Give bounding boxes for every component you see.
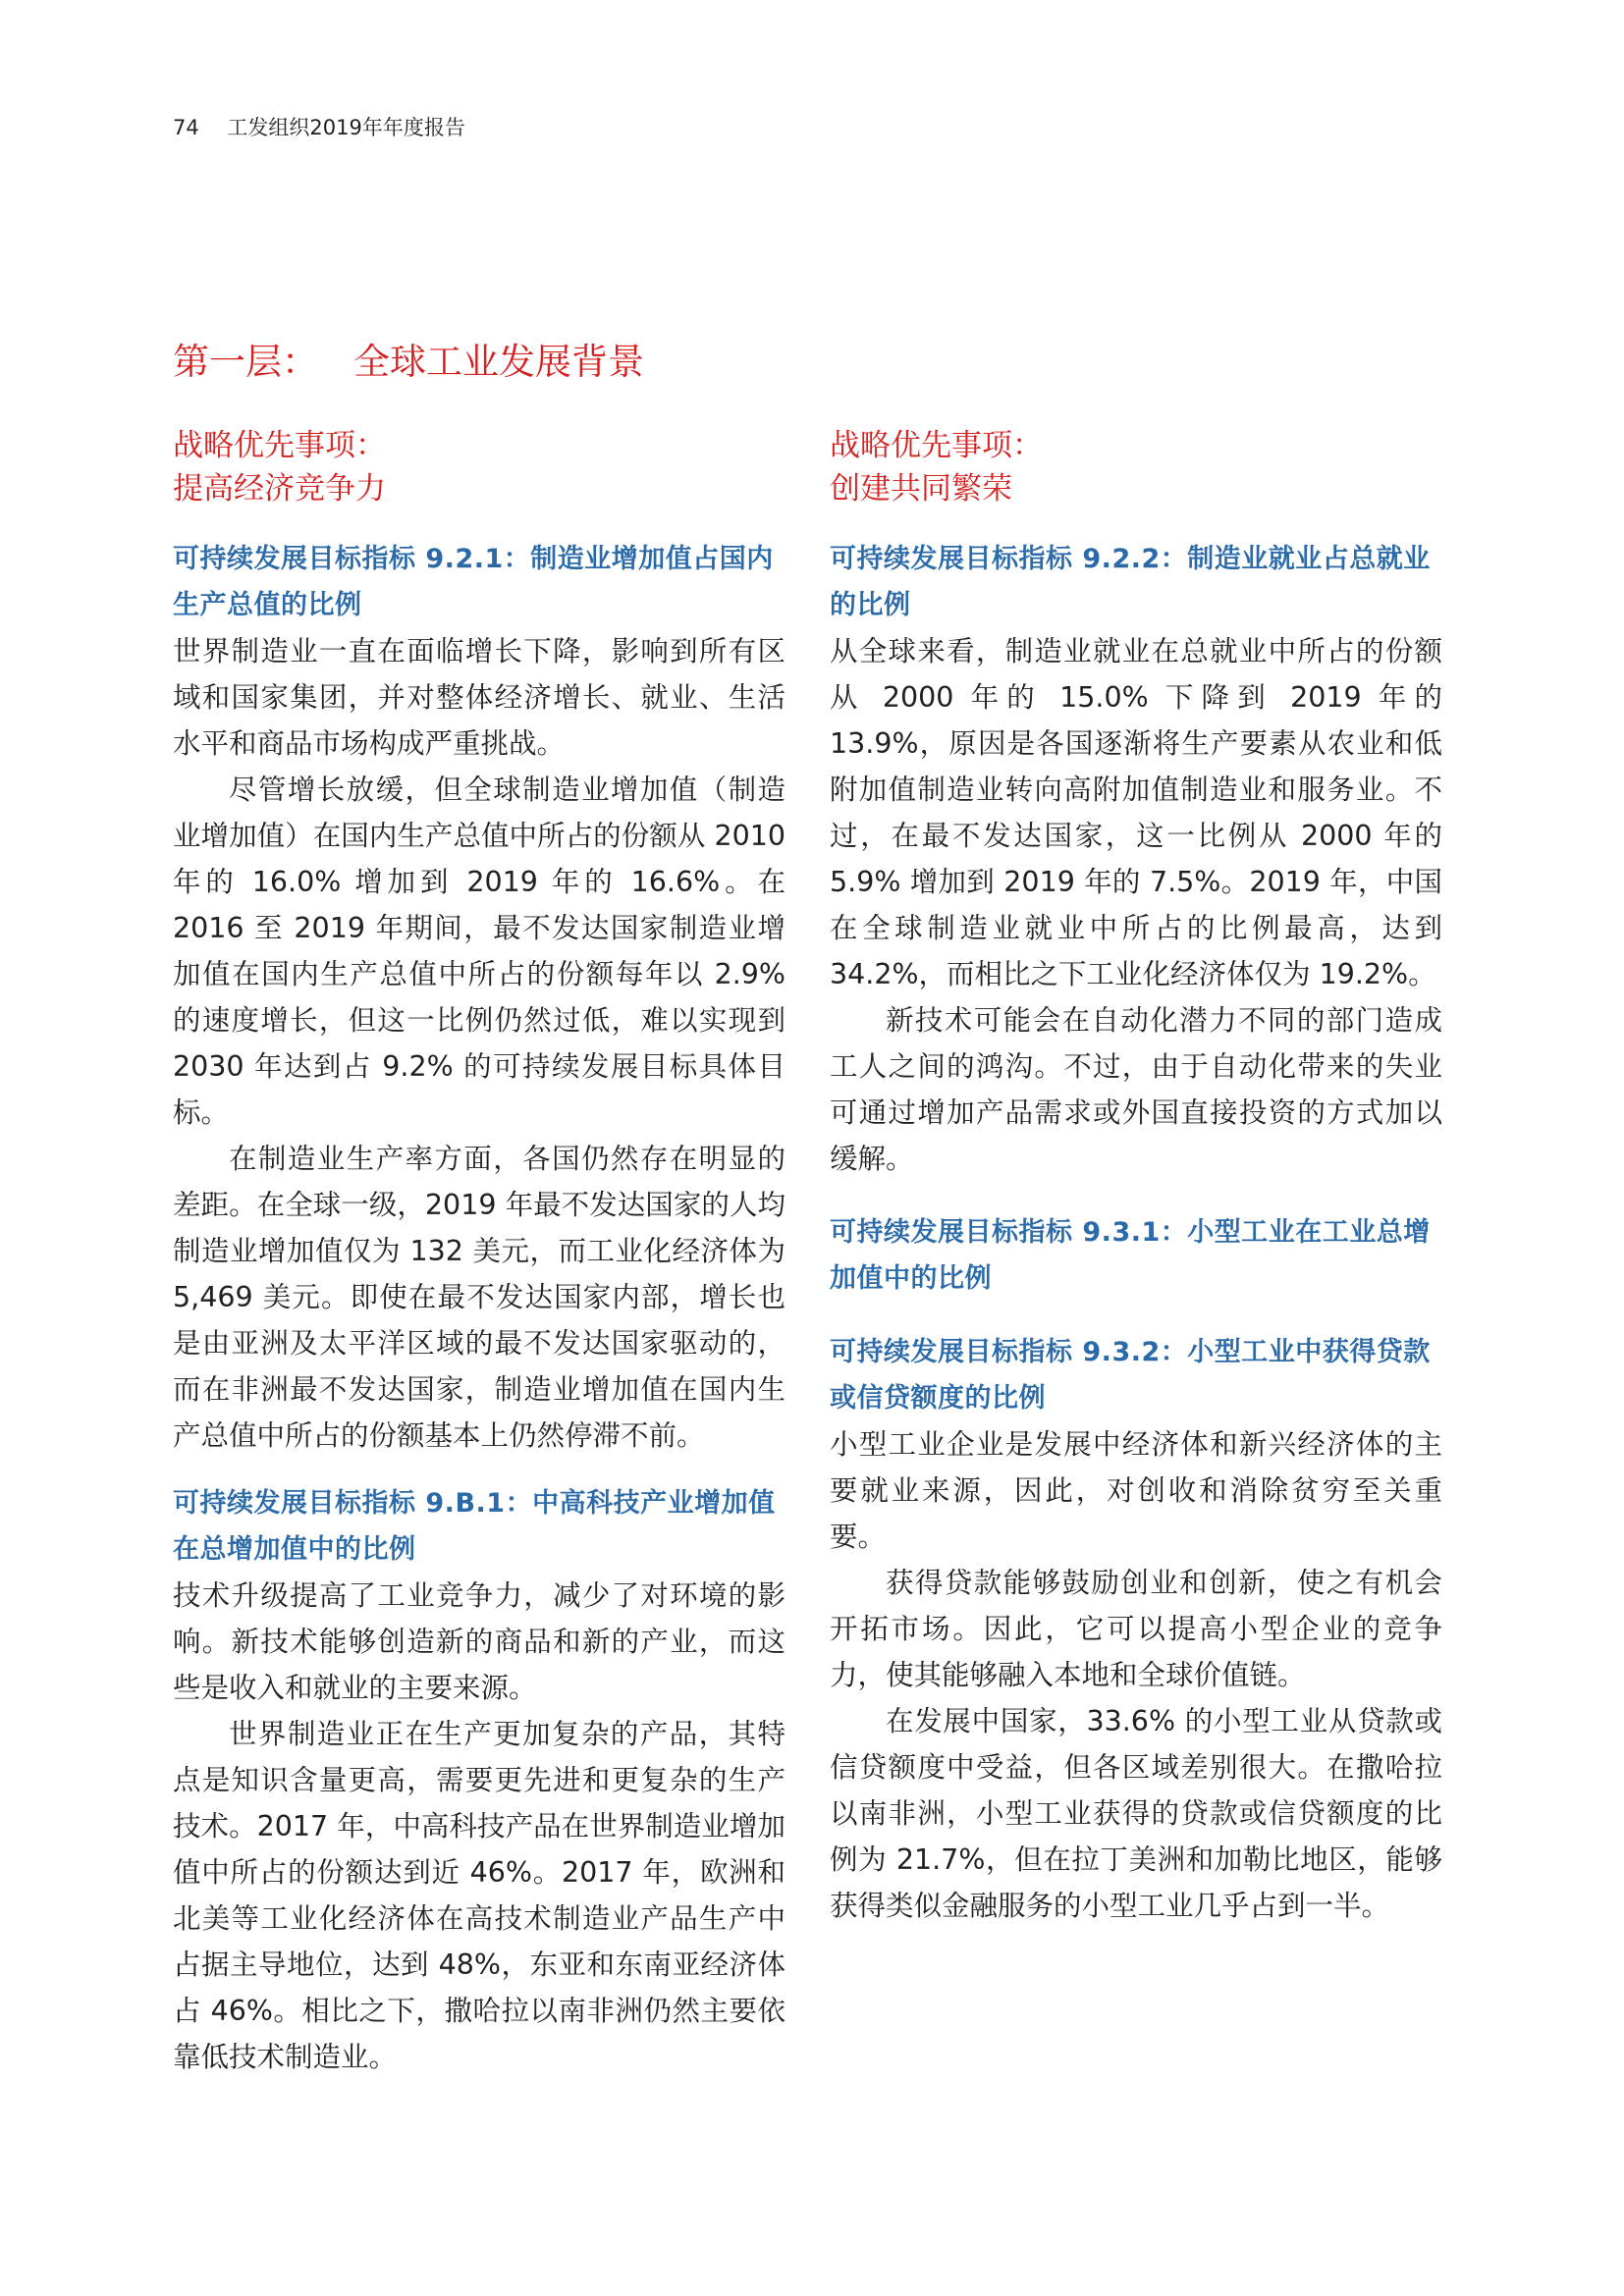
indicator-9-3-2-heading: 可持续发展目标指标 9.3.2：小型工业中获得贷款或信贷额度的比例 <box>830 1337 1431 1414</box>
right-priority-label: 战略优先事项： <box>830 428 1043 463</box>
left-paragraph-2: 尽管增长放缓，但全球制造业增加值（制造业增加值）在国内生产总值中所占的份额从 2010 年的 16.0% 增加到 2019 年的 16.6%。在 2016 至 2019 年期间，最不发达国家制造业增加值在国内生产总值中所占的份额每年以 2.9% 的速度增长，但这一比例仍然过低，难以实现到 2030 年达到占 9.2% 的可持续发展目标具体目标。 <box>173 774 785 1129</box>
left-paragraph-3: 在制造业生产率方面，各国仍然存在明显的差距。在全球一级，2019 年最不发达国家的人均制造业增加值仅为 132 美元，而工业化经济体为 5,469 美元。即使在最不发达国家内部，增长也是由亚洲及太平洋区域的最不发达国家驱动的，而在非洲最不发达国家，制造业增加值在国内生产总值中所占的份额基本上仍然停滞不前。 <box>173 1143 785 1452</box>
left-priority-label: 战略优先事项： <box>173 428 386 463</box>
right-paragraph-2: 新技术可能会在自动化潜力不同的部门造成工人之间的鸿沟。不过，由于自动化带来的失业可通过增加产品需求或外国直接投资的方式加以缓解。 <box>830 1004 1442 1175</box>
page-number: 74 <box>173 116 199 139</box>
indicator-9-b-1-heading: 可持续发展目标指标 9.B.1：中高科技产业增加值在总增加值中的比例 <box>173 1488 776 1565</box>
right-priority-title: 创建共同繁荣 <box>830 471 1012 507</box>
indicator-9-3-1-heading: 可持续发展目标指标 9.3.1：小型工业在工业总增加值中的比例 <box>830 1217 1431 1294</box>
report-title: 工发组织2019年年度报告 <box>227 116 465 139</box>
left-paragraph-5: 世界制造业正在生产更加复杂的产品，其特点是知识含量更高，需要更先进和更复杂的生产技术。2017 年，中高科技产品在世界制造业增加值中所占的份额达到近 46%。2017 年，欧洲和北美等工业化经济体在高技术制造业产品生产中占据主导地位，达到 48%，东亚和东南亚经济体占 46%。相比之下，撒哈拉以南非洲仍然主要依靠低技术制造业。 <box>173 1718 785 2073</box>
indicator-9-2-1-heading: 可持续发展目标指标 9.2.1：制造业增加值占国内生产总值的比例 <box>173 544 774 620</box>
left-paragraph-4: 技术升级提高了工业竞争力，减少了对环境的影响。新技术能够创造新的商品和新的产业，而这些是收入和就业的主要来源。 <box>173 1579 785 1704</box>
left-paragraph-1: 世界制造业一直在面临增长下降，影响到所有区域和国家集团，并对整体经济增长、就业、生活水平和商品市场构成严重挑战。 <box>173 635 785 760</box>
section-prefix: 第一层： <box>173 341 318 383</box>
left-priority-heading <box>173 424 785 510</box>
right-column <box>830 424 1442 1929</box>
running-header <box>173 112 465 141</box>
right-paragraph-4: 获得贷款能够鼓励创业和创新，使之有机会开拓市场。因此，它可以提高小型企业的竞争力，使其能够融入本地和全球价值链。 <box>830 1567 1442 1691</box>
right-paragraph-5: 在发展中国家，33.6% 的小型工业从贷款或信贷额度中受益，但各区域差别很大。在撒哈拉以南非洲，小型工业获得的贷款或信贷额度的比例为 21.7%，但在拉丁美洲和加勒比地区，能够获得类似金融服务的小型工业几乎占到一半。 <box>830 1705 1442 1922</box>
left-column <box>173 424 785 2080</box>
left-priority-title: 提高经济竞争力 <box>173 471 386 507</box>
section-title <box>173 332 644 385</box>
right-paragraph-3: 小型工业企业是发展中经济体和新兴经济体的主要就业来源，因此，对创收和消除贫穷至关重要。 <box>830 1428 1442 1553</box>
right-paragraph-1: 从全球来看，制造业就业在总就业中所占的份额从 2000 年的 15.0% 下降到 2019 年的 13.9%，原因是各国逐渐将生产要素从农业和低附加值制造业转向高附加值制造业和服务业。不过，在最不发达国家，这一比例从 2000 年的 5.9% 增加到 2019 年的 7.5%。2019 年，中国在全球制造业就业中所占的比例最高，达到 34.2%，而相比之下工业化经济体仅为 19.2%。 <box>830 635 1442 990</box>
right-priority-heading <box>830 424 1442 510</box>
indicator-9-2-2-heading: 可持续发展目标指标 9.2.2：制造业就业占总就业的比例 <box>830 544 1431 620</box>
section-heading: 全球工业发展背景 <box>353 341 644 383</box>
